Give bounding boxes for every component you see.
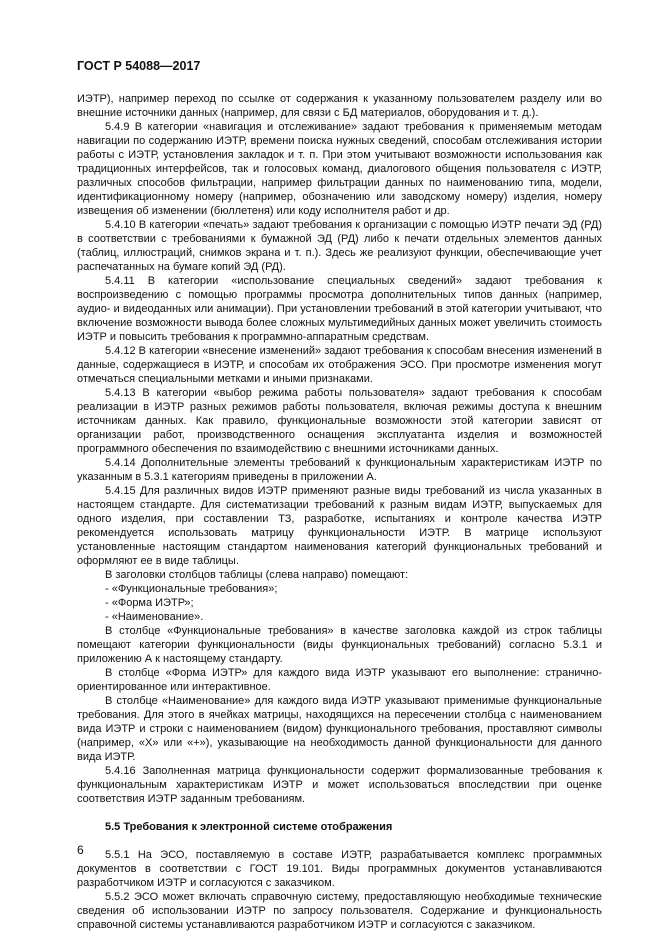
paragraph: 5.4.14 Дополнительные элементы требований к функциональным характеристикам ИЭТР по указанным в 5.3.1 категориям приведены в приложении А. (77, 457, 602, 483)
paragraph: 5.4.16 Заполненная матрица функциональности содержит формализованные требования к функциональным характеристикам ИЭТР и может использоваться впоследствии при оценке соответствия ИЭТР заданным требованиям. (77, 765, 602, 805)
paragraph: - «Функциональные требования»; (105, 583, 278, 595)
paragraph: В столбце «Форма ИЭТР» для каждого вида ИЭТР указывают его выполнение: странично-ориентированное или интерактивное. (77, 667, 602, 693)
paragraph: 5.4.12 В категории «внесение изменений» задают требования к способам внесения изменений в данные, содержащиеся в ИЭТР, и способам их отображения ЭСО. При просмотре изменения могут отмечаться специальными метками и иными признаками. (77, 345, 602, 385)
paragraph: 5.4.9 В категории «навигация и отслеживание» задают требования к применяемым методам навигации по содержанию ИЭТР, времени поиска нужных сведений, способам отслеживания истории работы с ИЭТР, установления закладок и т. п. При этом учитывают возможности использования как традиционных интерфейсов, так и голосовых команд, диалогового общения пользователя с ИЭТР, различных способов фильтрации, например фильтрации данных по наименованию типа, модели, идентификационному номеру (например, обозначению или заводскому номеру) изделия, номеру извещения об изменении (бюллетеня) или коду исполнителя работ и др. (77, 121, 602, 217)
paragraph: 5.4.10 В категории «печать» задают требования к организации с помощью ИЭТР печати ЭД (РД) в соответствии с требованиями к бумажной ЭД (РД) либо к печати отдельных элементов данных (таблиц, иллюстраций, снимков экрана и т. п.). Здесь же реализуют функции, обеспечивающие учет распечатанных на бумаге копий ЭД (РД). (77, 219, 602, 273)
paragraph: В столбце «Наименование» для каждого вида ИЭТР указывают применимые функциональные требования. Для этого в ячейках матрицы, находящихся на пересечении столбца с наименованием вида ИЭТР и строки с наименованием (видом) функционального требования, проставляют символы (например, «X» или «+»), указывающие на необходимость данной функциональности для данного вида ИЭТР. (77, 695, 602, 763)
page-number: 6 (77, 843, 84, 857)
paragraph: 5.4.15 Для различных видов ИЭТР применяют разные виды требований из числа указанных в настоящем стандарте. Для систематизации требований к разным видам ИЭТР, выпускаемых для одного изделия, при составлении ТЗ, разработке, испытаниях и контроле качества ИЭТР рекомендуется использовать матрицу функциональности ИЭТР. В матрице используют установленные настоящим стандартом наименования категорий функциональных требований и оформляют ее в виде таблицы. (77, 485, 602, 567)
section-gap-bottom (77, 834, 602, 848)
paragraph: В заголовки столбцов таблицы (слева направо) помещают: (105, 569, 409, 581)
section-gap-top (77, 806, 602, 820)
paragraph: 5.4.13 В категории «выбор режима работы пользователя» задают требования к способам реализации в ИЭТР разных режимов работы пользователя, включая режимы доступа к внешним источникам данных. Как правило, функциональные возможности этой категории зависят от организации работ, производственного оснащения эксплуатанта изделия и возможностей программного обеспечения по взаимодействию с внешними источниками данных. (77, 387, 602, 455)
paragraph: - «Наименование». (105, 611, 204, 623)
paragraph: ИЭТР), например переход по ссылке от содержания к указанному пользователем разделу или во внешние источники данных (например, для связи с БД материалов, оборудования и т. д.). (77, 93, 602, 119)
paragraph: 5.5.1 На ЭСО, поставляемую в составе ИЭТР, разрабатывается комплекс программных документов в соответствии с ГОСТ 19.101. Виды программных документов устанавливаются разработчиком ИЭТР и согласуются с заказчиком. (77, 849, 602, 889)
paragraph: 5.5.2 ЭСО может включать справочную систему, предоставляющую необходимые технические сведения об использовании ИЭТР по запросу пользователя. Содержание и функциональность справочной системы устанавливаются разработчиком ИЭТР и согласуются с заказчиком. (77, 891, 602, 931)
document-header: ГОСТ Р 54088—2017 (77, 59, 201, 73)
paragraphs-before-section (77, 92, 602, 806)
document-body (77, 92, 602, 932)
paragraph: 5.4.11 В категории «использование специальных сведений» задают требования к воспроизведению с помощью программы просмотра дополнительных типов данных (например, аудио- и видеоданных или анимации). При установлении требований в этой категории учитывают, что включение возможности вывода более сложных мультимедийных данных может увеличить стоимость ИЭТР и повысить требования к программно-аппаратным средствам. (77, 275, 602, 343)
paragraph: В столбце «Функциональные требования» в качестве заголовка каждой из строк таблицы помещают категории функциональности (виды функциональных требований) согласно 5.3.1 и приложению А к настоящему стандарту. (77, 625, 602, 665)
section-heading: 5.5 Требования к электронной системе отображения (105, 821, 393, 833)
paragraphs-after-section (77, 848, 602, 932)
paragraph: - «Форма ИЭТР»; (105, 597, 194, 609)
